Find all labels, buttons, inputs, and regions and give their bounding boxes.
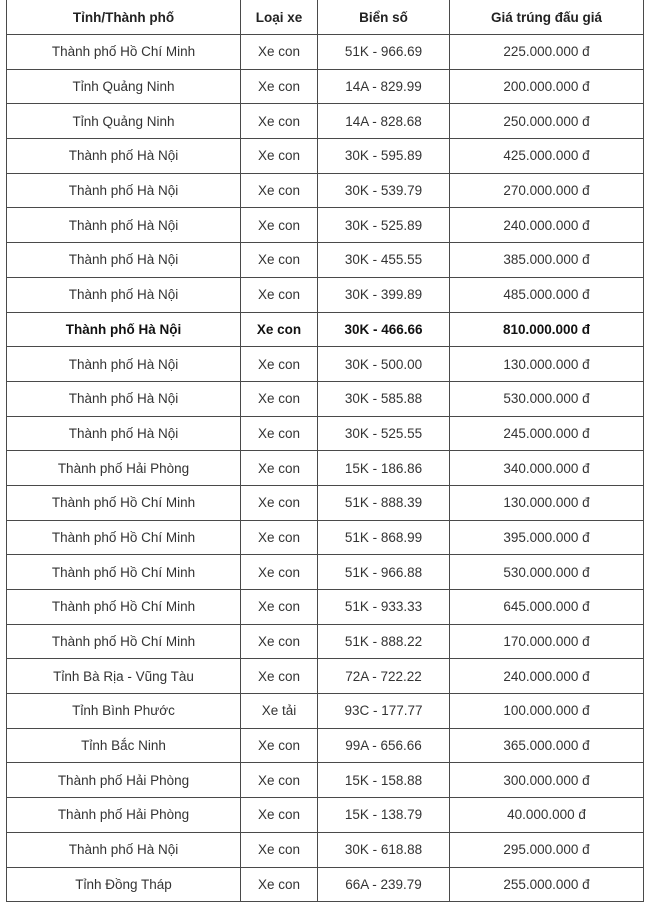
cell-vehicle-type: Xe con [241, 659, 318, 694]
table-row [7, 69, 644, 104]
cell-winning-price: 425.000.000 đ [450, 139, 644, 174]
cell-winning-price: 365.000.000 đ [450, 728, 644, 763]
cell-vehicle-type: Xe con [241, 763, 318, 798]
cell-province: Thành phố Hà Nội [7, 381, 241, 416]
cell-province: Thành phố Hà Nội [7, 139, 241, 174]
auction-results-table [6, 0, 644, 902]
cell-vehicle-type: Xe con [241, 624, 318, 659]
cell-plate-number: 99A - 656.66 [318, 728, 450, 763]
cell-plate-number: 30K - 399.89 [318, 277, 450, 312]
table-row [7, 243, 644, 278]
cell-plate-number: 30K - 466.66 [318, 312, 450, 347]
cell-plate-number: 30K - 539.79 [318, 173, 450, 208]
table-row [7, 520, 644, 555]
cell-province: Thành phố Hà Nội [7, 312, 241, 347]
header-plate-number: Biển số [318, 0, 450, 35]
cell-winning-price: 645.000.000 đ [450, 590, 644, 625]
cell-winning-price: 530.000.000 đ [450, 381, 644, 416]
cell-vehicle-type: Xe con [241, 832, 318, 867]
cell-winning-price: 240.000.000 đ [450, 208, 644, 243]
cell-winning-price: 130.000.000 đ [450, 347, 644, 382]
cell-winning-price: 40.000.000 đ [450, 798, 644, 833]
cell-winning-price: 395.000.000 đ [450, 520, 644, 555]
cell-winning-price: 295.000.000 đ [450, 832, 644, 867]
cell-vehicle-type: Xe con [241, 451, 318, 486]
table-row [7, 624, 644, 659]
cell-province: Thành phố Hải Phòng [7, 763, 241, 798]
table-row [7, 763, 644, 798]
cell-winning-price: 225.000.000 đ [450, 35, 644, 70]
cell-province: Thành phố Hải Phòng [7, 451, 241, 486]
cell-winning-price: 485.000.000 đ [450, 277, 644, 312]
cell-province: Thành phố Hải Phòng [7, 798, 241, 833]
cell-plate-number: 30K - 595.89 [318, 139, 450, 174]
cell-province: Tỉnh Bình Phước [7, 694, 241, 729]
cell-plate-number: 51K - 966.88 [318, 555, 450, 590]
cell-province: Thành phố Hà Nội [7, 243, 241, 278]
cell-plate-number: 93C - 177.77 [318, 694, 450, 729]
cell-vehicle-type: Xe tải [241, 694, 318, 729]
cell-vehicle-type: Xe con [241, 173, 318, 208]
table-header-row [7, 0, 644, 35]
table-row [7, 451, 644, 486]
cell-vehicle-type: Xe con [241, 347, 318, 382]
table-row [7, 832, 644, 867]
cell-province: Thành phố Hà Nội [7, 208, 241, 243]
cell-winning-price: 810.000.000 đ [450, 312, 644, 347]
cell-plate-number: 30K - 525.55 [318, 416, 450, 451]
cell-plate-number: 72A - 722.22 [318, 659, 450, 694]
table-row [7, 35, 644, 70]
cell-province: Thành phố Hà Nội [7, 277, 241, 312]
cell-plate-number: 15K - 138.79 [318, 798, 450, 833]
cell-vehicle-type: Xe con [241, 555, 318, 590]
table-row [7, 728, 644, 763]
cell-winning-price: 130.000.000 đ [450, 485, 644, 520]
cell-vehicle-type: Xe con [241, 312, 318, 347]
cell-plate-number: 30K - 618.88 [318, 832, 450, 867]
cell-winning-price: 200.000.000 đ [450, 69, 644, 104]
cell-winning-price: 100.000.000 đ [450, 694, 644, 729]
cell-vehicle-type: Xe con [241, 104, 318, 139]
cell-winning-price: 245.000.000 đ [450, 416, 644, 451]
table-row [7, 659, 644, 694]
table-row [7, 694, 644, 729]
cell-vehicle-type: Xe con [241, 798, 318, 833]
table-row [7, 277, 644, 312]
cell-province: Thành phố Hồ Chí Minh [7, 590, 241, 625]
cell-vehicle-type: Xe con [241, 35, 318, 70]
cell-vehicle-type: Xe con [241, 416, 318, 451]
cell-province: Thành phố Hồ Chí Minh [7, 35, 241, 70]
cell-province: Thành phố Hồ Chí Minh [7, 485, 241, 520]
cell-winning-price: 385.000.000 đ [450, 243, 644, 278]
cell-winning-price: 170.000.000 đ [450, 624, 644, 659]
table-row [7, 173, 644, 208]
cell-plate-number: 66A - 239.79 [318, 867, 450, 902]
table-row [7, 590, 644, 625]
cell-plate-number: 30K - 500.00 [318, 347, 450, 382]
header-province: Tỉnh/Thành phố [7, 0, 241, 35]
cell-vehicle-type: Xe con [241, 277, 318, 312]
table-row [7, 555, 644, 590]
cell-plate-number: 30K - 585.88 [318, 381, 450, 416]
cell-plate-number: 51K - 888.22 [318, 624, 450, 659]
cell-vehicle-type: Xe con [241, 590, 318, 625]
table-row [7, 867, 644, 902]
cell-province: Tỉnh Quảng Ninh [7, 69, 241, 104]
table-row [7, 312, 644, 347]
cell-plate-number: 15K - 186.86 [318, 451, 450, 486]
header-vehicle-type: Loại xe [241, 0, 318, 35]
cell-winning-price: 270.000.000 đ [450, 173, 644, 208]
cell-plate-number: 30K - 455.55 [318, 243, 450, 278]
table-row [7, 208, 644, 243]
cell-province: Thành phố Hồ Chí Minh [7, 624, 241, 659]
cell-plate-number: 15K - 158.88 [318, 763, 450, 798]
cell-vehicle-type: Xe con [241, 69, 318, 104]
cell-vehicle-type: Xe con [241, 139, 318, 174]
cell-winning-price: 530.000.000 đ [450, 555, 644, 590]
cell-winning-price: 240.000.000 đ [450, 659, 644, 694]
cell-province: Thành phố Hồ Chí Minh [7, 555, 241, 590]
cell-province: Thành phố Hà Nội [7, 347, 241, 382]
cell-vehicle-type: Xe con [241, 485, 318, 520]
cell-vehicle-type: Xe con [241, 208, 318, 243]
cell-plate-number: 14A - 828.68 [318, 104, 450, 139]
header-winning-price: Giá trúng đấu giá [450, 0, 644, 35]
cell-vehicle-type: Xe con [241, 728, 318, 763]
table-row [7, 798, 644, 833]
table-row [7, 416, 644, 451]
cell-winning-price: 340.000.000 đ [450, 451, 644, 486]
cell-winning-price: 300.000.000 đ [450, 763, 644, 798]
cell-plate-number: 30K - 525.89 [318, 208, 450, 243]
cell-province: Thành phố Hồ Chí Minh [7, 520, 241, 555]
cell-province: Tỉnh Bà Rịa - Vũng Tàu [7, 659, 241, 694]
cell-vehicle-type: Xe con [241, 867, 318, 902]
cell-winning-price: 250.000.000 đ [450, 104, 644, 139]
table-row [7, 104, 644, 139]
cell-province: Thành phố Hà Nội [7, 416, 241, 451]
cell-province: Tỉnh Đồng Tháp [7, 867, 241, 902]
cell-plate-number: 51K - 868.99 [318, 520, 450, 555]
cell-province: Tỉnh Bắc Ninh [7, 728, 241, 763]
cell-vehicle-type: Xe con [241, 243, 318, 278]
table-body [7, 35, 644, 902]
cell-winning-price: 255.000.000 đ [450, 867, 644, 902]
cell-plate-number: 51K - 933.33 [318, 590, 450, 625]
table-row [7, 381, 644, 416]
cell-plate-number: 51K - 888.39 [318, 485, 450, 520]
cell-vehicle-type: Xe con [241, 520, 318, 555]
cell-province: Thành phố Hà Nội [7, 832, 241, 867]
table-row [7, 485, 644, 520]
cell-province: Tỉnh Quảng Ninh [7, 104, 241, 139]
cell-province: Thành phố Hà Nội [7, 173, 241, 208]
cell-plate-number: 14A - 829.99 [318, 69, 450, 104]
table-row [7, 347, 644, 382]
cell-plate-number: 51K - 966.69 [318, 35, 450, 70]
table-row [7, 139, 644, 174]
cell-vehicle-type: Xe con [241, 381, 318, 416]
